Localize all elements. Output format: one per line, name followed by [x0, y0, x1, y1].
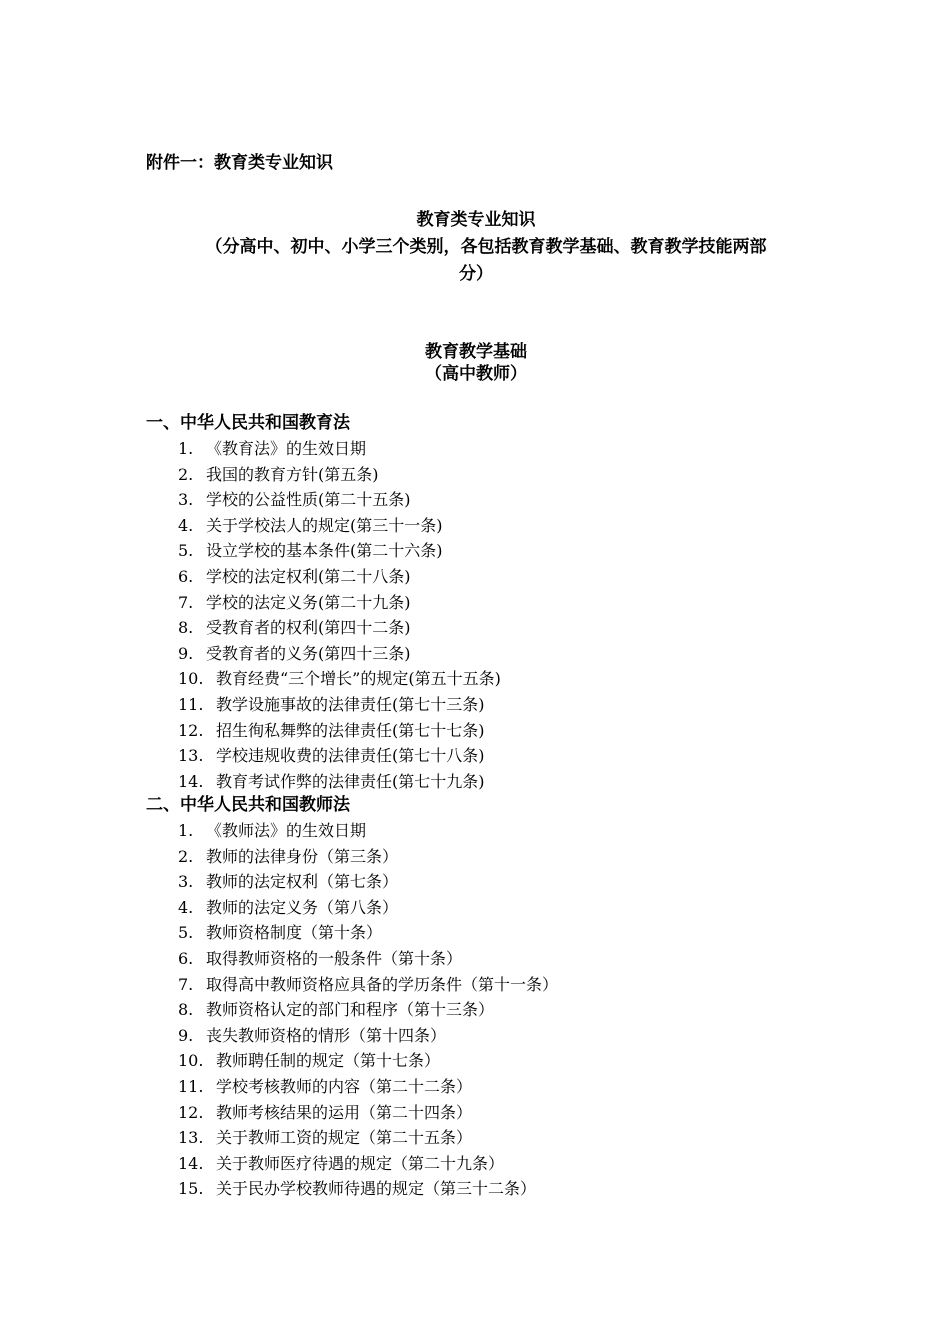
list-item: [178, 462, 501, 488]
item-text: 受教育者的义务(第四十三条): [206, 643, 411, 663]
document-subtitle-line-2: 分）: [459, 264, 493, 284]
item-text: 关于教师工资的规定（第二十五条）: [216, 1128, 473, 1148]
list-item: [178, 997, 558, 1023]
list-item: [178, 666, 501, 692]
item-text: 教师资格制度（第十条）: [206, 923, 383, 943]
list-item: [178, 641, 501, 667]
item-number: 9.: [178, 1025, 194, 1045]
item-number: 4.: [178, 897, 194, 917]
section-heading: [146, 341, 806, 385]
item-number: 9.: [178, 643, 194, 663]
item-text: 取得高中教师资格应具备的学历条件（第十一条）: [206, 974, 559, 994]
item-number: 14.: [178, 771, 204, 791]
item-text: 招生徇私舞弊的法律责任(第七十七条): [216, 720, 485, 740]
section-subtitle: （高中教师）: [425, 364, 527, 384]
item-number: 7.: [178, 974, 194, 994]
list-item: [178, 972, 558, 998]
list-item: [178, 946, 558, 972]
list-item: [178, 436, 501, 462]
item-text: 丧失教师资格的情形（第十四条）: [206, 1025, 447, 1045]
item-number: 12.: [178, 720, 204, 740]
item-text: 设立学校的基本条件(第二十六条): [206, 541, 443, 561]
item-number: 11.: [178, 694, 204, 714]
list-item: [178, 1176, 558, 1202]
item-number: 15.: [178, 1179, 204, 1199]
item-number: 3.: [178, 872, 194, 892]
list-item: [178, 564, 501, 590]
list-item: [178, 1100, 558, 1126]
item-number: 10.: [178, 1051, 204, 1071]
list-item: [178, 920, 558, 946]
item-text: 教育经费“三个增长”的规定(第五十五条): [216, 669, 501, 689]
item-text: 教育考试作弊的法律责任(第七十九条): [216, 771, 485, 791]
teachers-law-item-list: [178, 818, 558, 1202]
item-number: 3.: [178, 490, 194, 510]
list-item: [178, 538, 501, 564]
item-text: 关于教师医疗待遇的规定（第二十九条）: [216, 1153, 505, 1173]
attachment-label: 附件一：教育类专业知识: [146, 153, 333, 173]
item-number: 12.: [178, 1102, 204, 1122]
item-text: 教师资格认定的部门和程序（第十三条）: [206, 1000, 495, 1020]
list-item: [178, 615, 501, 641]
item-number: 8.: [178, 1000, 194, 1020]
item-text: 取得教师资格的一般条件（第十条）: [206, 948, 463, 968]
item-number: 2.: [178, 464, 194, 484]
item-text: 学校考核教师的内容（第二十二条）: [216, 1076, 473, 1096]
section-title: 教育教学基础: [425, 342, 527, 362]
list-item: [178, 818, 558, 844]
item-text: 我国的教育方针(第五条): [206, 464, 379, 484]
item-text: 教师聘任制的规定（第十七条）: [216, 1051, 441, 1071]
item-text: 教师的法律身份（第三条）: [206, 846, 399, 866]
item-text: 《教育法》的生效日期: [206, 439, 367, 458]
item-number: 4.: [178, 515, 194, 535]
item-number: 6.: [178, 948, 194, 968]
item-number: 6.: [178, 566, 194, 586]
item-text: 受教育者的权利(第四十二条): [206, 618, 411, 638]
list-item: [178, 769, 501, 795]
item-text: 关于民办学校教师待遇的规定（第三十二条）: [216, 1179, 537, 1199]
document-title-block: [146, 207, 806, 288]
list-item: [178, 844, 558, 870]
item-number: 8.: [178, 618, 194, 638]
item-number: 5.: [178, 923, 194, 943]
item-number: 13.: [178, 746, 204, 766]
part-title-education-law: 一、中华人民共和国教育法: [146, 413, 350, 433]
list-item: [178, 869, 558, 895]
item-number: 7.: [178, 592, 194, 612]
document-title: 教育类专业知识: [416, 210, 536, 230]
list-item: [178, 1074, 558, 1100]
item-text: 学校的法定权利(第二十八条): [206, 566, 411, 586]
list-item: [178, 1125, 558, 1151]
item-text: 学校的法定义务(第二十九条): [206, 592, 411, 612]
list-item: [178, 1048, 558, 1074]
item-text: 关于学校法人的规定(第三十一条): [206, 515, 443, 535]
list-item: [178, 513, 501, 539]
item-number: 1.: [178, 821, 194, 840]
item-number: 1.: [178, 439, 194, 458]
item-number: 2.: [178, 846, 194, 866]
item-number: 14.: [178, 1153, 204, 1173]
list-item: [178, 487, 501, 513]
list-item: [178, 590, 501, 616]
list-item: [178, 718, 501, 744]
item-number: 13.: [178, 1128, 204, 1148]
item-text: 教师考核结果的运用（第二十四条）: [216, 1102, 473, 1122]
list-item: [178, 1151, 558, 1177]
document-subtitle-line-1: （分高中、初中、小学三个类别，各包括教育教学基础、教育教学技能两部: [205, 237, 767, 257]
list-item: [178, 1023, 558, 1049]
item-number: 10.: [178, 669, 204, 689]
item-text: 教师的法定权利（第七条）: [206, 872, 399, 892]
item-text: 《教师法》的生效日期: [206, 821, 367, 840]
education-law-item-list: [178, 436, 501, 794]
list-item: [178, 692, 501, 718]
list-item: [178, 743, 501, 769]
item-number: 11.: [178, 1076, 204, 1096]
item-text: 学校的公益性质(第二十五条): [206, 490, 411, 510]
list-item: [178, 895, 558, 921]
part-title-teachers-law: 二、中华人民共和国教师法: [146, 795, 350, 815]
item-number: 5.: [178, 541, 194, 561]
item-text: 教师的法定义务（第八条）: [206, 897, 399, 917]
item-text: 教学设施事故的法律责任(第七十三条): [216, 694, 485, 714]
item-text: 学校违规收费的法律责任(第七十八条): [216, 746, 485, 766]
